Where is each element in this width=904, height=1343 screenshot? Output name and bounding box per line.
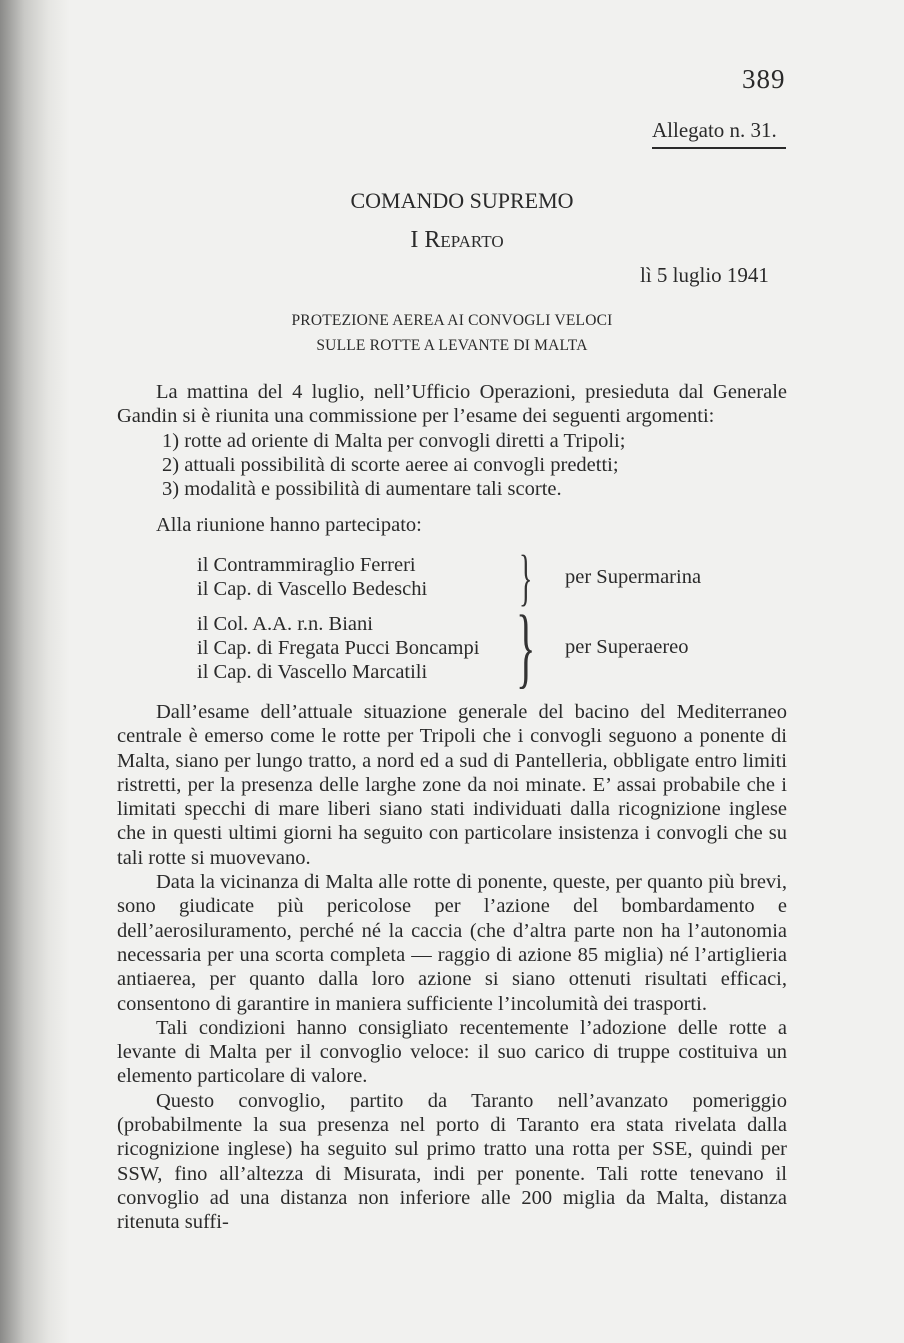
body-paragraph: Questo convoglio, partito da Taranto nell’avanzato pomeriggio (probabilmente la sua presenza nel porto di Taranto era stata rivelata dalla ricognizione inglese) ha seguito sul primo tratto una rotta per SSE, quindi per SSW, fino all’altezza di Misurata, indi per ponente. Tali rotte tenevano il convoglio ad una distanza non inferiore alle 200 miglia da Malta, distanza ritenuta suffi- (117, 1089, 787, 1234)
body-text (117, 700, 787, 1235)
intro-paragraph: La mattina del 4 luglio, nell’Ufficio Operazioni, presieduta dal Generale Gandin si è riunita una commissione per l’esame dei seguenti argomenti: (117, 381, 787, 428)
participant-name: il Cap. di Vascello Bedeschi (197, 578, 428, 600)
participant-name: il Contrammiraglio Ferreri (197, 554, 416, 576)
document-date: lì 5 luglio 1941 (640, 263, 769, 287)
subject-line-1: PROTEZIONE AEREA AI CONVOGLI VELOCI (291, 312, 613, 329)
group-2-label: per Superaereo (565, 636, 689, 658)
agenda-item: 1) rotte ad oriente di Malta per convogli diretti a Tripoli; (162, 429, 626, 452)
participants-heading: Alla riunione hanno partecipato: (156, 514, 422, 536)
brace-group-2: } (516, 598, 536, 697)
body-paragraph: Dall’esame dell’attuale situazione generale del bacino del Mediterraneo centrale è emerso come le rotte per Tripoli che i convogli seguono a ponente di Malta, siano per lungo tratto, a nord ed a sud di Pantelleria, obbligate entro limiti ristretti, per la presenza delle larghe zone da noi minate. E’ assai probabile che i limitati specchi di mare liberi siano stati individuati dalla ricognizione inglese che in questi ultimi giorni ha seguito con particolare insistenza i convogli che su tali rotte si muovevano. (117, 701, 787, 869)
body-paragraph: Tali condizioni hanno consigliato recentemente l’adozione delle rotte a levante di Malta per il convoglio veloce: il suo carico di truppe costituiva un elemento particolare di valore. (117, 1016, 787, 1088)
brace-group-1: } (519, 544, 533, 612)
organization-heading: COMANDO SUPREMO (350, 188, 574, 213)
annex-underline (652, 147, 786, 149)
agenda-item: 3) modalità e possibilità di aumentare tali scorte. (162, 478, 562, 501)
body-paragraph: Data la vicinanza di Malta alle rotte di ponente, queste, per quanto più brevi, sono giudicate più pericolose per l’azione del bombardamento e dell’aerosiluramento, perché né la caccia (che d’altra parte non ha l’autonomia necessaria per una scorta completa — raggio di azione 85 miglia) né l’artiglieria antiaerea, per quanto dalla loro azione si siano ottenuti risultati efficaci, consentono di garantire in maniera sufficiente l’incolumità dei trasporti. (117, 871, 787, 1015)
participant-name: il Col. A.A. r.n. Biani (197, 613, 373, 635)
agenda-item: 2) attuali possibilità di scorte aeree ai convogli predetti; (162, 453, 619, 476)
participants-heading-block (117, 513, 787, 537)
participant-name: il Cap. di Fregata Pucci Boncampi (197, 637, 480, 659)
participant-name: il Cap. di Vascello Marcatili (197, 661, 428, 683)
subject-line-2: SULLE ROTTE A LEVANTE DI MALTA (316, 337, 588, 354)
page-number: 389 (742, 64, 786, 94)
intro-section (117, 380, 787, 501)
annex-label: Allegato n. 31. (652, 118, 777, 142)
group-1-label: per Supermarina (565, 566, 702, 588)
department-heading: I Reparto (410, 227, 504, 253)
